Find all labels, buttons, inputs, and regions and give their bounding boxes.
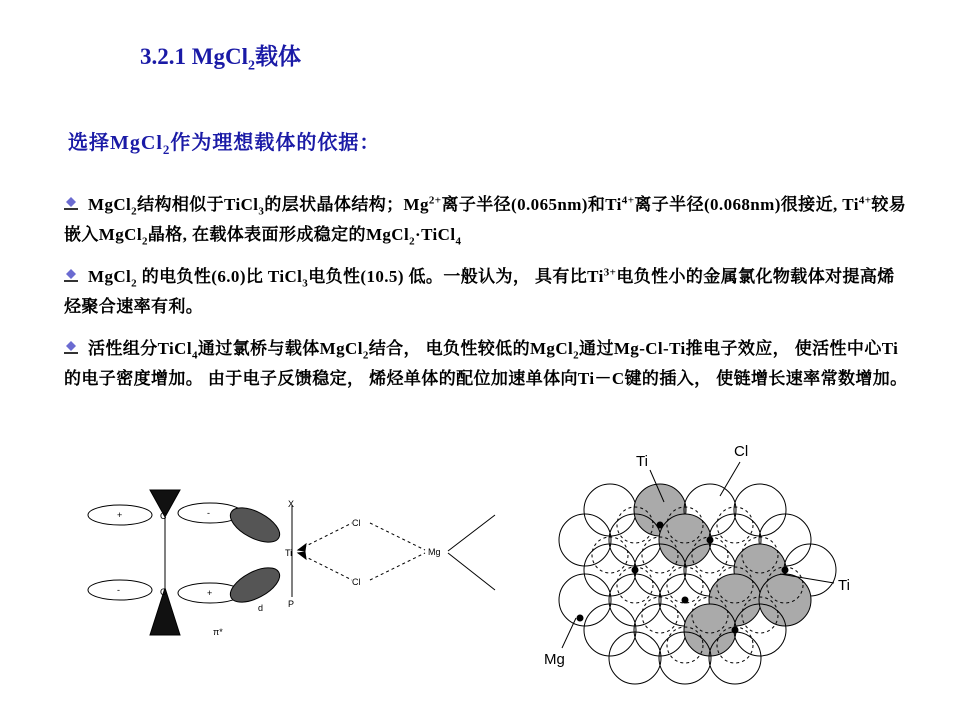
label-d: d (258, 603, 264, 613)
label-ti-right: Ti (838, 577, 850, 594)
paragraph-3: 活性组分TiCl$_4$通过氯桥与载体MgCl$_2$结合， 电负性较低的MgCl$_2$通过Mg-Cl-Ti推电子效应， 使活性中心Ti的电子密度增加。 由于电子反馈稳定， 烯烃单体的配位加速单体向Ti－C键的插入， 使链增长速率常数增加。 (64, 339, 908, 388)
lattice-site (717, 507, 753, 543)
label-mg: Mg (544, 651, 565, 668)
mg-bond-1 (448, 515, 495, 551)
mg-bond-2 (448, 553, 495, 590)
lattice-ion (782, 567, 788, 573)
bullet-icon (64, 269, 80, 283)
section-subtitle: 选择MgCl$_2$作为理想载体的依据： (68, 132, 381, 157)
lobe-bottom-left (88, 580, 152, 600)
pointer-cl (720, 462, 740, 496)
pointer-mg (562, 618, 576, 648)
cl-mg-bond-bottom (370, 553, 425, 580)
orbital-diagram (80, 485, 520, 645)
page-title: 3.2.1 MgCl$_2$载体 (140, 44, 301, 74)
lattice-ion (577, 615, 583, 621)
lattice-diagram (540, 440, 870, 690)
lattice-atom (734, 484, 786, 536)
label-ti-top: Ti (636, 453, 648, 470)
lattice-atom (659, 632, 711, 684)
label-ti: Ti (285, 548, 293, 558)
cl-mg-bond-top (370, 523, 425, 550)
label-minus-2: - (117, 585, 120, 595)
lattice-atom (584, 604, 636, 656)
label-p: P (288, 599, 295, 609)
lattice-atom (709, 632, 761, 684)
label-cl-top: Cl (352, 518, 361, 528)
label-mg: Mg (428, 547, 441, 557)
bullet-icon (64, 341, 80, 355)
lattice-ion (707, 537, 713, 543)
label-c-top: C (160, 511, 167, 521)
lattice-ion (682, 597, 688, 603)
lattice-site (592, 537, 628, 573)
lattice-ion (732, 627, 738, 633)
bullet-icon (64, 197, 80, 211)
lattice-atom (584, 484, 636, 536)
lattice-site (642, 597, 678, 633)
lattice-ion (632, 567, 638, 573)
label-x: X (288, 499, 295, 509)
label-plus-1: + (117, 510, 123, 520)
label-c-bottom: C (160, 587, 167, 597)
lattice-ion (657, 522, 663, 528)
label-minus-1: - (207, 508, 210, 518)
paragraph-2: MgCl$_2$ 的电负性(6.0)比 TiCl$_3$电负性(10.5) 低。一般认为， 具有比$Ti^{3+}$电负性小的金属氯化物载体对提高烯烃聚合速率有利。 (64, 266, 895, 316)
lattice-atom (559, 574, 611, 626)
d-orbital-top (225, 501, 285, 549)
label-cl-bottom: Cl (352, 577, 361, 587)
d-orbital-bottom (225, 561, 285, 609)
paragraph-1: MgCl$_2$结构相似于TiCl$_3$的层状晶体结构；$Mg^{2+}$离子半径(0.065nm)和$Ti^{4+}$离子半径(0.068nm)很接近, $Ti^{4+}$较易嵌入MgCl$_2$晶格, 在载体表面形成稳定的MgCl$_2$·TiCl$_4$ (64, 194, 907, 248)
lattice-atom (559, 514, 611, 566)
label-pi: π* (213, 627, 223, 637)
label-cl: Cl (734, 443, 749, 460)
lattice-atom (609, 632, 661, 684)
arrow-head (298, 544, 306, 551)
label-plus-2: + (207, 588, 213, 598)
arrow-head (298, 552, 306, 559)
